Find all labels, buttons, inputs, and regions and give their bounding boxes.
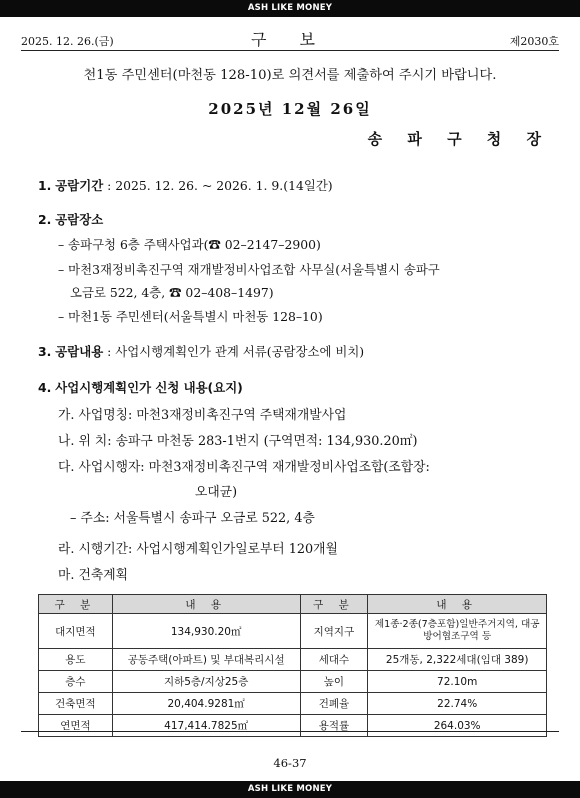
bottom-banner: ASH LIKE MONEY bbox=[0, 781, 580, 798]
issue-number: 제2030호 bbox=[509, 35, 559, 48]
place-item-continued: 오금로 522, 4층, ☎ 02–408–1497) bbox=[70, 285, 274, 300]
plan-line: 마. 건축계획 bbox=[58, 568, 128, 583]
table-cell: 층수 bbox=[39, 671, 113, 693]
header-rule bbox=[21, 50, 559, 51]
plan-line: 나. 위 치: 송파구 마천동 283-1번지 (구역면적: 134,930.20㎡) bbox=[58, 434, 418, 449]
table-cell: 건축면적 bbox=[39, 693, 113, 715]
notice-date: 2025년 12월 26일 bbox=[208, 100, 372, 118]
section-3-heading: 공람내용 bbox=[55, 344, 104, 359]
section-1-heading: 공람기간 bbox=[55, 178, 104, 193]
section-3-text: : 사업시행계획인가 관계 서류(공람장소에 비치) bbox=[103, 344, 365, 359]
section-2 bbox=[38, 210, 103, 228]
table-cell: 20,404.9281㎡ bbox=[112, 693, 300, 715]
table-cell: 용적률 bbox=[300, 715, 368, 737]
column-header: 구 분 bbox=[300, 595, 368, 614]
column-header: 내 용 bbox=[112, 595, 300, 614]
section-3 bbox=[38, 342, 364, 360]
plan-line: 라. 시행기간: 사업시행계획인가일로부터 120개월 bbox=[58, 542, 338, 557]
section-4-heading: 사업시행계획인가 신청 내용(요지) bbox=[55, 380, 243, 395]
section-3-number: 3. bbox=[38, 344, 52, 359]
page-header bbox=[21, 30, 559, 48]
plan-line: 가. 사업명칭: 마천3재정비촉진구역 주택재개발사업 bbox=[58, 408, 347, 423]
section-2-number: 2. bbox=[38, 212, 52, 227]
place-item: – 마천1동 주민센터(서울특별시 마천동 128–10) bbox=[58, 309, 323, 324]
plan-line-continued: 오대균) bbox=[195, 485, 238, 500]
table-cell: 지역지구 bbox=[300, 614, 368, 649]
table-cell: 지하5층/지상25층 bbox=[112, 671, 300, 693]
plan-address: – 주소: 서울특별시 송파구 오금로 522, 4층 bbox=[70, 511, 315, 526]
intro-text: 천1동 주민센터(마천동 128-10)로 의견서를 제출하여 주시기 바랍니다. bbox=[83, 68, 497, 83]
place-item: – 송파구청 6층 주택사업과(☎ 02–2147–2900) bbox=[58, 237, 321, 252]
table-cell: 공동주택(아파트) 및 부대복리시설 bbox=[112, 649, 300, 671]
table-cell: 25개동, 2,322세대(임대 389) bbox=[368, 649, 547, 671]
table-row bbox=[39, 693, 547, 715]
page-number: 46-37 bbox=[273, 756, 307, 770]
table-cell: 대지면적 bbox=[39, 614, 113, 649]
section-4-number: 4. bbox=[38, 380, 52, 395]
section-1-number: 1. bbox=[38, 178, 52, 193]
table-cell: 417,414.7825㎡ bbox=[112, 715, 300, 737]
table-row bbox=[39, 715, 547, 737]
table-cell: 72.10m bbox=[368, 671, 547, 693]
place-item: – 마천3재정비촉진구역 재개발정비사업조합 사무실(서울특별시 송파구 bbox=[58, 262, 440, 277]
table-cell: 건폐율 bbox=[300, 693, 368, 715]
table-cell: 제1종·2종(7층포함)일반주거지역, 대공방어협조구역 등 bbox=[368, 614, 547, 649]
table-cell: 134,930.20㎡ bbox=[112, 614, 300, 649]
gazette-page bbox=[21, 17, 559, 781]
table-cell: 264.03% bbox=[368, 715, 547, 737]
section-1-text: : 2025. 12. 26. ~ 2026. 1. 9.(14일간) bbox=[103, 178, 333, 193]
table-cell: 세대수 bbox=[300, 649, 368, 671]
column-header: 내 용 bbox=[368, 595, 547, 614]
table-row bbox=[39, 649, 547, 671]
table-header-row bbox=[39, 595, 547, 614]
column-header: 구 분 bbox=[39, 595, 113, 614]
building-plan-table bbox=[38, 594, 547, 737]
table-row bbox=[39, 671, 547, 693]
plan-line: 다. 사업시행자: 마천3재정비촉진구역 재개발정비사업조합(조합장: bbox=[58, 460, 430, 475]
table-cell: 22.74% bbox=[368, 693, 547, 715]
table-row bbox=[39, 614, 547, 649]
top-banner: ASH LIKE MONEY bbox=[0, 0, 580, 17]
footer-rule bbox=[21, 731, 559, 732]
signatory: 송 파 구 청 장 bbox=[367, 130, 551, 148]
publication-title: 구 보 bbox=[251, 30, 329, 49]
section-1 bbox=[38, 176, 333, 194]
table-cell: 높이 bbox=[300, 671, 368, 693]
issue-date: 2025. 12. 26.(금) bbox=[21, 35, 114, 48]
table-cell: 연면적 bbox=[39, 715, 113, 737]
section-2-heading: 공람장소 bbox=[55, 212, 104, 227]
section-4 bbox=[38, 378, 243, 396]
table-cell: 용도 bbox=[39, 649, 113, 671]
